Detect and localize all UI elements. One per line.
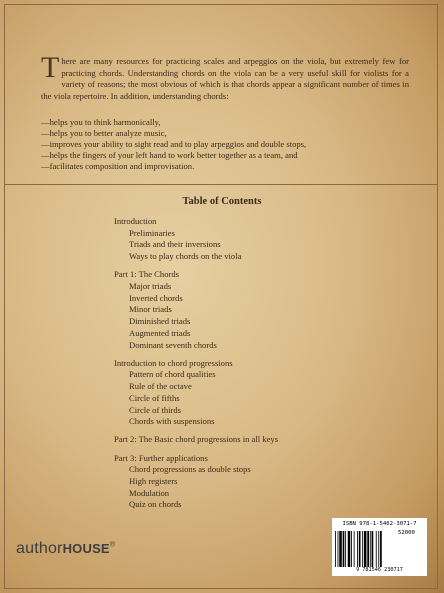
barcode-bar (345, 531, 346, 567)
barcode-bar (362, 531, 363, 567)
toc-heading: Part 3: Further applications (114, 452, 208, 463)
registered-mark: ® (109, 541, 116, 549)
publisher-logo (16, 540, 115, 558)
benefits-list (41, 117, 411, 172)
barcode-digits: 9 781546 230717 (356, 567, 403, 573)
toc-entry: Minor triads (129, 304, 172, 315)
barcode-bar (372, 531, 374, 567)
toc-entry: Pattern of chord qualities (129, 369, 216, 380)
toc-heading: Introduction (114, 216, 157, 226)
toc-entry: Ways to play chords on the viola (129, 251, 242, 262)
toc-entry: Circle of thirds (129, 404, 182, 415)
barcode-bar (357, 531, 358, 567)
barcode-bar (367, 531, 369, 567)
toc-entry: Modulation (129, 487, 170, 498)
barcode-bar (343, 531, 345, 567)
toc-entry: Dominant seventh chords (129, 339, 217, 350)
barcode-bar (380, 531, 382, 567)
drop-cap: T (41, 51, 60, 84)
toc-title: Table of Contents (182, 196, 262, 207)
toc-heading: Introduction to chord progressions (114, 357, 233, 368)
barcode-bar (338, 531, 339, 567)
toc-entry: Quiz on chords (129, 499, 182, 510)
toc-entry: Chords with suspensions (129, 416, 215, 427)
logo-house: HOUSE (62, 541, 110, 556)
barcode-bar (364, 531, 367, 567)
toc-entry: Rule of the octave (129, 381, 192, 392)
toc-heading: Part 1: The Chords (114, 269, 180, 280)
toc-group-part-3 (114, 453, 374, 512)
isbn-barcode (332, 518, 427, 576)
benefit-item: —helps the fingers of your left hand to work better together as a team, and (41, 150, 298, 161)
toc-entry: Major triads (129, 281, 172, 292)
benefit-item: —facilitates composition and improvisation. (41, 161, 195, 172)
benefit-item: —improves your ability to sight read and to play arpeggios and double stops, (41, 139, 307, 150)
toc-group-part-2 (114, 434, 374, 446)
toc-group-introduction (114, 216, 374, 263)
toc-entry: Diminished triads (129, 316, 191, 327)
barcode-bar (335, 531, 336, 567)
barcode-bar (359, 531, 361, 567)
toc-heading: Part 2: The Basic chord progressions in all keys (114, 434, 279, 445)
barcode-bar (378, 531, 379, 567)
toc-entry: Augmented triads (129, 327, 191, 338)
section-divider (4, 184, 438, 185)
toc-entry: High registers (129, 476, 178, 487)
toc-group-part-1 (114, 269, 374, 351)
toc-entry: Preliminaries (129, 227, 175, 238)
toc-entry: Chord progressions as double stops (129, 464, 251, 475)
benefit-item: —helps you to better analyze music, (41, 128, 167, 139)
barcode-bar (348, 531, 351, 567)
benefit-item: —helps you to think harmonically, (41, 117, 161, 127)
barcode-bar (351, 531, 352, 567)
intro-paragraph (41, 51, 409, 102)
isbn-label: ISBN 978-1-5462-3071-7 (342, 521, 417, 527)
table-of-contents (114, 216, 374, 518)
barcode-bar (339, 531, 342, 567)
toc-entry: Circle of fifths (129, 392, 180, 403)
logo-author: author (16, 540, 63, 557)
price-code: 52000 (398, 530, 415, 536)
intro-text: here are many resources for practicing scales and arpeggios on the viola, but extremely few for practicing chords. Understanding chords on the viola can be a very useful skill for violists for a variety of reasons; the most obvious of which is that chords appear a significant number of times in the viola repertoire. In addition, understanding chords: (41, 56, 409, 101)
toc-entry: Inverted chords (129, 292, 183, 303)
barcode-bars (335, 531, 397, 567)
toc-entry: Triads and their inversions (129, 239, 221, 250)
barcode-bar (376, 531, 377, 567)
barcode-bar (370, 531, 371, 567)
toc-group-progressions (114, 358, 374, 428)
barcode-bar (354, 531, 355, 567)
